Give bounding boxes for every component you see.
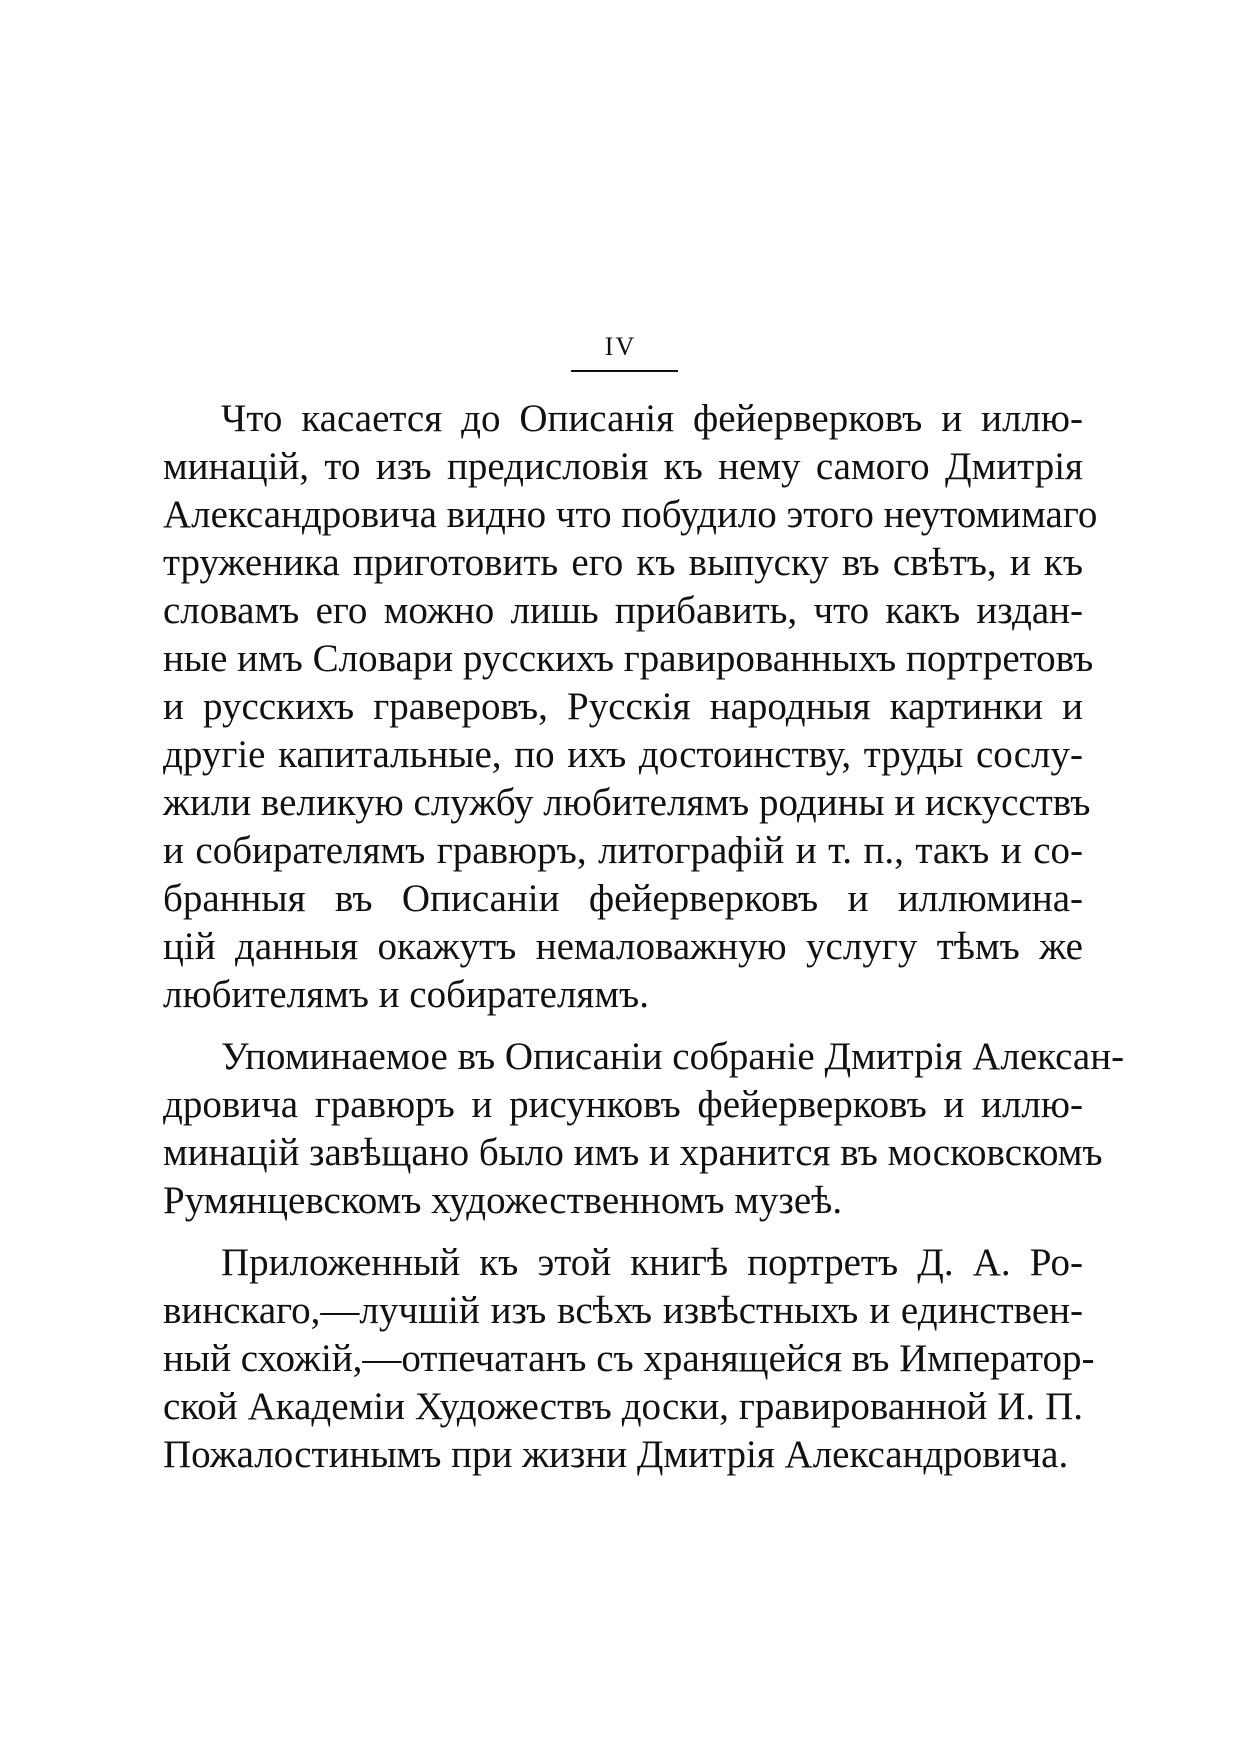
text-line: труженика приготовить его къ выпуску въ свѣтъ, и къ (163, 541, 1083, 584)
header-rule (571, 370, 678, 372)
text-line: Упоминаемое въ Описаніи собраніе Дмитрія Алексан- (221, 1035, 1125, 1078)
text-line: и собирателямъ гравюръ, литографій и т. п., такъ и со- (163, 829, 1083, 872)
page-header (0, 333, 1241, 361)
text-line: любителямъ и собирателямъ. (163, 973, 649, 1016)
text-line: дровича гравюръ и рисунковъ фейерверковъ и иллю- (163, 1083, 1083, 1126)
paragraph-3 (163, 1239, 1095, 1479)
text-line: минацій завѣщано было имъ и хранится въ московскомъ (163, 1131, 1103, 1174)
text-line: ской Академіи Художествъ доски, гравированной И. П. (163, 1385, 1083, 1428)
text-line: жили великую службу любителямъ родины и искусствъ (163, 781, 1091, 824)
paragraph-2 (163, 1033, 1125, 1225)
text-line: другіе капитальные, по ихъ достоинству, труды сослу- (163, 733, 1083, 776)
text-line: Румянцевскомъ художественномъ музеѣ. (163, 1179, 843, 1222)
text-line: и русскихъ граверовъ, Русскія народныя картинки и (163, 685, 1083, 728)
page-number: IV (604, 332, 637, 361)
text-line: винскаго,—лучшій изъ всѣхъ извѣстныхъ и единствен- (163, 1289, 1083, 1332)
text-line: бранныя въ Описаніи фейерверковъ и иллюмина- (163, 877, 1083, 920)
paragraph-1 (163, 395, 1098, 1019)
text-line: ный схожій,—отпечатанъ съ хранящейся въ Император- (163, 1337, 1095, 1380)
text-line: словамъ его можно лишь прибавить, что какъ издан- (163, 589, 1083, 632)
text-line: цій данныя окажутъ немаловажную услугу тѣмъ же (163, 925, 1083, 968)
text-line: Пожалостинымъ при жизни Дмитрія Александровича. (163, 1433, 1069, 1476)
text-line: минацій, то изъ предисловія къ нему самого Дмитрія (163, 445, 1083, 488)
text-line: Что касается до Описанія фейерверковъ и иллю- (221, 397, 1083, 440)
body-text (163, 395, 1125, 1493)
text-line: Приложенный къ этой книгѣ портретъ Д. А. Ро- (221, 1241, 1083, 1284)
text-line: Александровича видно что побудило этого неутомимаго (163, 493, 1098, 536)
text-line: ные имъ Словари русскихъ гравированныхъ портретовъ (163, 637, 1094, 680)
